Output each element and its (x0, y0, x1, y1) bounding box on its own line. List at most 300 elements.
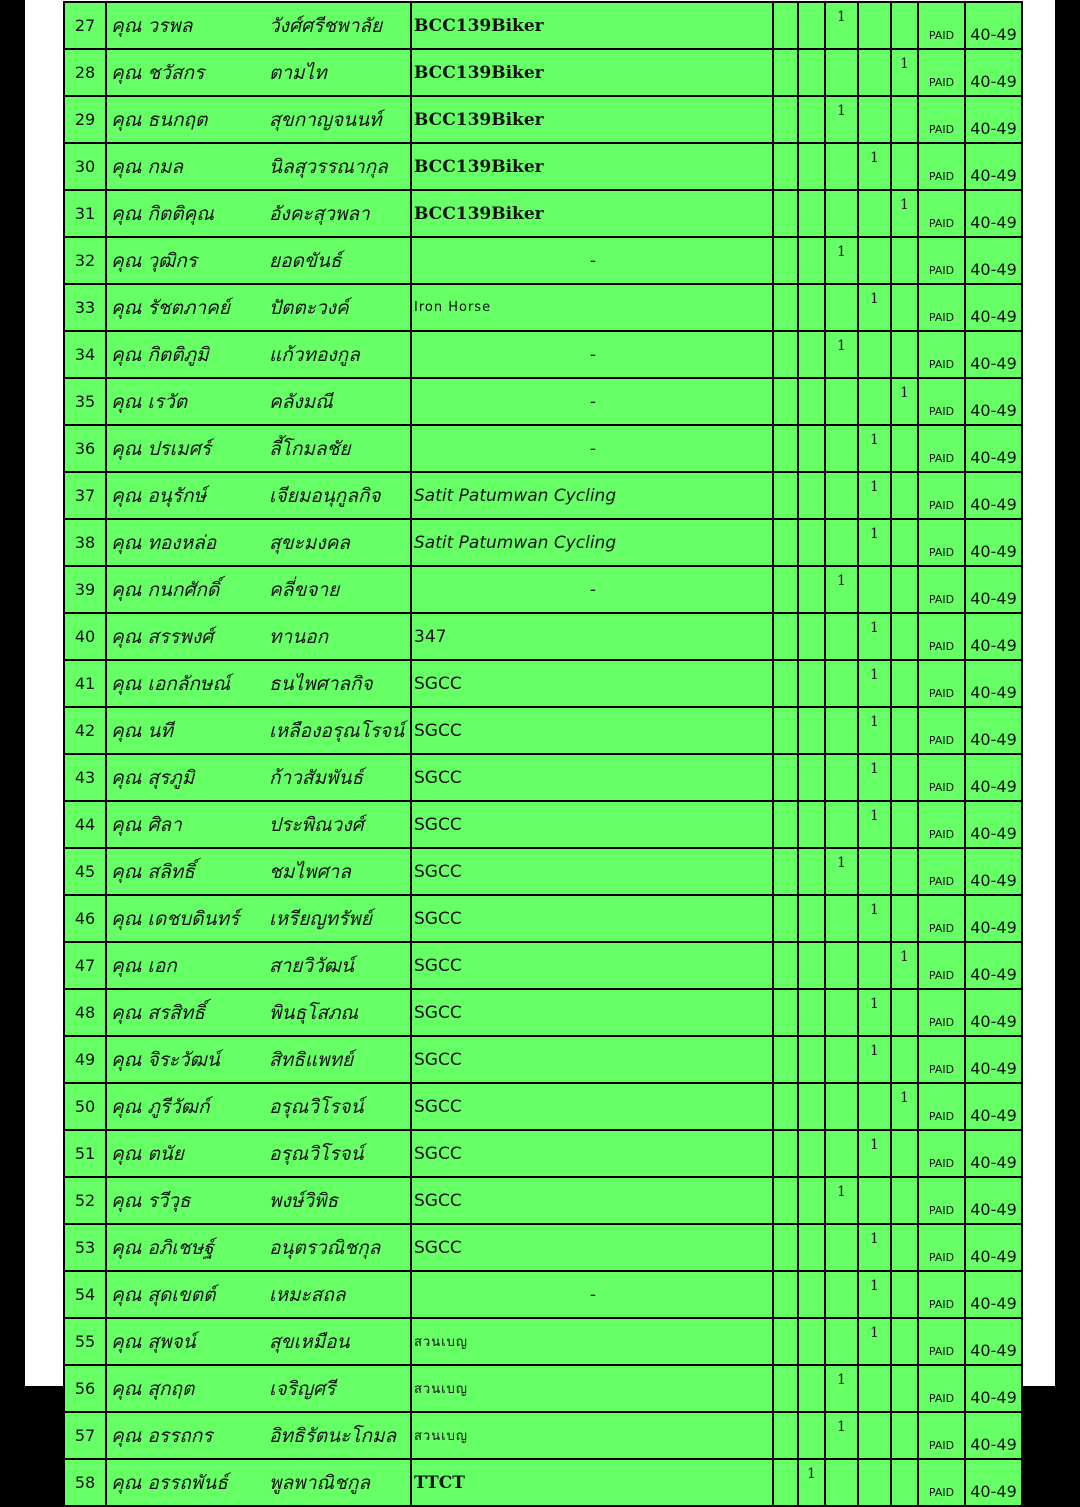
category-cell-3: 1 (858, 1318, 891, 1365)
age-group: 40-49 (965, 96, 1022, 143)
table-row (64, 519, 1022, 566)
category-cell-3: 1 (858, 1271, 891, 1318)
category-cell-1 (798, 1177, 825, 1224)
team-name: SGCC (411, 1130, 773, 1177)
category-cell-4 (891, 519, 918, 566)
category-cell-1 (798, 1412, 825, 1459)
category-cell-3: 1 (858, 472, 891, 519)
category-cell-4: 1 (891, 190, 918, 237)
first-name: คุณ ชวัสกร (106, 49, 269, 96)
table-row (64, 2, 1022, 49)
category-cell-0 (773, 660, 798, 707)
payment-status: PAID (918, 284, 965, 331)
category-cell-0 (773, 1365, 798, 1412)
last-name: ทานอก (269, 613, 411, 660)
age-group: 40-49 (965, 1365, 1022, 1412)
category-cell-3 (858, 1177, 891, 1224)
table-row (64, 1365, 1022, 1412)
row-number: 29 (64, 96, 106, 143)
category-cell-0 (773, 1036, 798, 1083)
payment-status: PAID (918, 331, 965, 378)
category-cell-2 (825, 1318, 858, 1365)
category-cell-0 (773, 1130, 798, 1177)
category-cell-2 (825, 472, 858, 519)
row-number: 58 (64, 1459, 106, 1506)
row-number: 50 (64, 1083, 106, 1130)
age-group: 40-49 (965, 754, 1022, 801)
last-name: อิทธิรัตนะโกมล (269, 1412, 411, 1459)
age-group: 40-49 (965, 331, 1022, 378)
row-number: 53 (64, 1224, 106, 1271)
category-cell-1 (798, 1130, 825, 1177)
row-number: 42 (64, 707, 106, 754)
first-name: คุณ สรรพงศ์ (106, 613, 269, 660)
category-cell-2 (825, 284, 858, 331)
last-name: แก้วทองกูล (269, 331, 411, 378)
first-name: คุณ อนุรักษ์ (106, 472, 269, 519)
last-name: สิทธิแพทย์ (269, 1036, 411, 1083)
category-cell-0 (773, 895, 798, 942)
payment-status: PAID (918, 378, 965, 425)
table-row (64, 1177, 1022, 1224)
payment-status: PAID (918, 660, 965, 707)
age-group: 40-49 (965, 707, 1022, 754)
last-name: เหรียญทรัพย์ (269, 895, 411, 942)
category-cell-3 (858, 331, 891, 378)
first-name: คุณ นที (106, 707, 269, 754)
payment-status: PAID (918, 425, 965, 472)
category-cell-4: 1 (891, 49, 918, 96)
table-row (64, 472, 1022, 519)
category-cell-3 (858, 848, 891, 895)
row-number: 33 (64, 284, 106, 331)
first-name: คุณ ปรเมศร์ (106, 425, 269, 472)
last-name: ก้าวสัมพันธ์ (269, 754, 411, 801)
first-name: คุณ สุกฤต (106, 1365, 269, 1412)
category-cell-4: 1 (891, 378, 918, 425)
first-name: คุณ กิตติภูมิ (106, 331, 269, 378)
age-group: 40-49 (965, 190, 1022, 237)
category-cell-4: 1 (891, 942, 918, 989)
last-name: เหลืองอรุณโรจน์ (269, 707, 411, 754)
category-cell-2 (825, 989, 858, 1036)
age-group: 40-49 (965, 942, 1022, 989)
payment-status: PAID (918, 989, 965, 1036)
age-group: 40-49 (965, 237, 1022, 284)
first-name: คุณ รัชตภาคย์ (106, 284, 269, 331)
category-cell-2: 1 (825, 566, 858, 613)
category-cell-2 (825, 1130, 858, 1177)
age-group: 40-49 (965, 566, 1022, 613)
category-cell-2 (825, 378, 858, 425)
payment-status: PAID (918, 1083, 965, 1130)
last-name: ประพิณวงศ์ (269, 801, 411, 848)
category-cell-1 (798, 190, 825, 237)
category-cell-2: 1 (825, 1177, 858, 1224)
team-name: สวนเบญ (411, 1412, 773, 1459)
category-cell-4 (891, 566, 918, 613)
row-number: 45 (64, 848, 106, 895)
category-cell-4 (891, 848, 918, 895)
team-name: BCC139Biker (411, 190, 773, 237)
category-cell-1 (798, 707, 825, 754)
table-row (64, 284, 1022, 331)
row-number: 38 (64, 519, 106, 566)
payment-status: PAID (918, 895, 965, 942)
category-cell-4 (891, 1459, 918, 1506)
first-name: คุณ กมล (106, 143, 269, 190)
category-cell-3 (858, 49, 891, 96)
payment-status: PAID (918, 237, 965, 284)
category-cell-4 (891, 331, 918, 378)
payment-status: PAID (918, 1271, 965, 1318)
table-row (64, 1083, 1022, 1130)
payment-status: PAID (918, 49, 965, 96)
category-cell-2: 1 (825, 331, 858, 378)
category-cell-3: 1 (858, 754, 891, 801)
category-cell-1 (798, 49, 825, 96)
table-row (64, 1318, 1022, 1365)
row-number: 36 (64, 425, 106, 472)
category-cell-0 (773, 1224, 798, 1271)
team-name: - (411, 378, 773, 425)
last-name: คลี่ขจาย (269, 566, 411, 613)
category-cell-4 (891, 1224, 918, 1271)
category-cell-1 (798, 613, 825, 660)
category-cell-4 (891, 96, 918, 143)
team-name: SGCC (411, 1083, 773, 1130)
age-group: 40-49 (965, 1224, 1022, 1271)
table-row (64, 96, 1022, 143)
team-name: BCC139Biker (411, 2, 773, 49)
category-cell-0 (773, 425, 798, 472)
category-cell-1 (798, 1365, 825, 1412)
last-name: เหมะสถล (269, 1271, 411, 1318)
last-name: พูลพาณิชกูล (269, 1459, 411, 1506)
payment-status: PAID (918, 1365, 965, 1412)
payment-status: PAID (918, 1224, 965, 1271)
category-cell-3 (858, 942, 891, 989)
table-row (64, 1130, 1022, 1177)
category-cell-3 (858, 1365, 891, 1412)
team-name: - (411, 331, 773, 378)
category-cell-2 (825, 1459, 858, 1506)
category-cell-1 (798, 284, 825, 331)
payment-status: PAID (918, 472, 965, 519)
age-group: 40-49 (965, 472, 1022, 519)
payment-status: PAID (918, 613, 965, 660)
first-name: คุณ เอก (106, 942, 269, 989)
category-cell-2 (825, 1224, 858, 1271)
category-cell-2: 1 (825, 96, 858, 143)
category-cell-1 (798, 237, 825, 284)
team-name: SGCC (411, 707, 773, 754)
age-group: 40-49 (965, 895, 1022, 942)
first-name: คุณ สุรภูมิ (106, 754, 269, 801)
first-name: คุณ อรรถกร (106, 1412, 269, 1459)
category-cell-1 (798, 1271, 825, 1318)
category-cell-3: 1 (858, 707, 891, 754)
age-group: 40-49 (965, 848, 1022, 895)
table-row (64, 190, 1022, 237)
payment-status: PAID (918, 1130, 965, 1177)
payment-status: PAID (918, 801, 965, 848)
age-group: 40-49 (965, 1318, 1022, 1365)
team-name: - (411, 1271, 773, 1318)
team-name: SGCC (411, 942, 773, 989)
team-name: BCC139Biker (411, 96, 773, 143)
category-cell-2: 1 (825, 237, 858, 284)
first-name: คุณ ตนัย (106, 1130, 269, 1177)
first-name: คุณ เรวัต (106, 378, 269, 425)
category-cell-3 (858, 96, 891, 143)
category-cell-4 (891, 801, 918, 848)
team-name: SGCC (411, 1036, 773, 1083)
category-cell-4 (891, 1130, 918, 1177)
category-cell-4 (891, 754, 918, 801)
payment-status: PAID (918, 754, 965, 801)
table-row (64, 331, 1022, 378)
table-row (64, 425, 1022, 472)
category-cell-3: 1 (858, 613, 891, 660)
row-number: 48 (64, 989, 106, 1036)
row-number: 37 (64, 472, 106, 519)
category-cell-0 (773, 472, 798, 519)
category-cell-1: 1 (798, 1459, 825, 1506)
age-group: 40-49 (965, 1412, 1022, 1459)
age-group: 40-49 (965, 1130, 1022, 1177)
category-cell-1 (798, 1318, 825, 1365)
payment-status: PAID (918, 143, 965, 190)
team-name: SGCC (411, 660, 773, 707)
category-cell-4 (891, 989, 918, 1036)
category-cell-2 (825, 1271, 858, 1318)
age-group: 40-49 (965, 1459, 1022, 1506)
age-group: 40-49 (965, 660, 1022, 707)
payment-status: PAID (918, 707, 965, 754)
last-name: นิลสุวรรณากุล (269, 143, 411, 190)
age-group: 40-49 (965, 1177, 1022, 1224)
category-cell-3: 1 (858, 284, 891, 331)
category-cell-1 (798, 378, 825, 425)
last-name: วังศ์ศรีชพาลัย (269, 2, 411, 49)
team-name: SGCC (411, 848, 773, 895)
category-cell-2 (825, 660, 858, 707)
table-row (64, 754, 1022, 801)
team-name: Satit Patumwan Cycling (411, 519, 773, 566)
row-number: 46 (64, 895, 106, 942)
age-group: 40-49 (965, 143, 1022, 190)
category-cell-3: 1 (858, 989, 891, 1036)
first-name: คุณ จิระวัฒน์ (106, 1036, 269, 1083)
row-number: 34 (64, 331, 106, 378)
row-number: 30 (64, 143, 106, 190)
payment-status: PAID (918, 1036, 965, 1083)
category-cell-3 (858, 378, 891, 425)
row-number: 27 (64, 2, 106, 49)
last-name: ปัตตะวงค์ (269, 284, 411, 331)
category-cell-4 (891, 1412, 918, 1459)
row-number: 49 (64, 1036, 106, 1083)
category-cell-0 (773, 1271, 798, 1318)
team-name: SGCC (411, 895, 773, 942)
row-number: 56 (64, 1365, 106, 1412)
category-cell-0 (773, 1177, 798, 1224)
category-cell-3: 1 (858, 1036, 891, 1083)
first-name: คุณ ศิลา (106, 801, 269, 848)
team-name: Iron Horse (411, 284, 773, 331)
table-row (64, 378, 1022, 425)
category-cell-2 (825, 754, 858, 801)
category-cell-0 (773, 942, 798, 989)
registration-table (63, 1, 1023, 1507)
team-name: BCC139Biker (411, 143, 773, 190)
category-cell-2: 1 (825, 1365, 858, 1412)
last-name: สายวิวัฒน์ (269, 942, 411, 989)
team-name: สวนเบญ (411, 1365, 773, 1412)
age-group: 40-49 (965, 49, 1022, 96)
row-number: 31 (64, 190, 106, 237)
category-cell-2 (825, 190, 858, 237)
category-cell-4 (891, 613, 918, 660)
category-cell-4 (891, 1271, 918, 1318)
category-cell-4 (891, 895, 918, 942)
category-cell-4 (891, 707, 918, 754)
payment-status: PAID (918, 96, 965, 143)
last-name: สุขกาญจนนท์ (269, 96, 411, 143)
team-name: Satit Patumwan Cycling (411, 472, 773, 519)
category-cell-0 (773, 1412, 798, 1459)
age-group: 40-49 (965, 1083, 1022, 1130)
row-number: 44 (64, 801, 106, 848)
table-row (64, 801, 1022, 848)
first-name: คุณ สุดเขตต์ (106, 1271, 269, 1318)
payment-status: PAID (918, 1177, 965, 1224)
row-number: 47 (64, 942, 106, 989)
last-name: สุขะมงคล (269, 519, 411, 566)
row-number: 54 (64, 1271, 106, 1318)
category-cell-3: 1 (858, 1224, 891, 1271)
payment-status: PAID (918, 190, 965, 237)
category-cell-0 (773, 96, 798, 143)
category-cell-4 (891, 284, 918, 331)
category-cell-1 (798, 472, 825, 519)
team-name: - (411, 425, 773, 472)
category-cell-4: 1 (891, 1083, 918, 1130)
category-cell-2 (825, 942, 858, 989)
category-cell-4 (891, 2, 918, 49)
first-name: คุณ เดชบดินทร์ (106, 895, 269, 942)
last-name: สุขเหมือน (269, 1318, 411, 1365)
age-group: 40-49 (965, 1036, 1022, 1083)
category-cell-4 (891, 1177, 918, 1224)
last-name: ธนไพศาลกิจ (269, 660, 411, 707)
first-name: คุณ เอกลักษณ์ (106, 660, 269, 707)
category-cell-0 (773, 848, 798, 895)
category-cell-0 (773, 566, 798, 613)
category-cell-3 (858, 2, 891, 49)
category-cell-3 (858, 566, 891, 613)
last-name: ชมไพศาล (269, 848, 411, 895)
category-cell-1 (798, 660, 825, 707)
category-cell-3 (858, 1083, 891, 1130)
first-name: คุณ สรสิทธิ์ (106, 989, 269, 1036)
payment-status: PAID (918, 848, 965, 895)
category-cell-0 (773, 284, 798, 331)
row-number: 40 (64, 613, 106, 660)
table-row (64, 1036, 1022, 1083)
category-cell-2 (825, 613, 858, 660)
row-number: 43 (64, 754, 106, 801)
category-cell-3: 1 (858, 660, 891, 707)
age-group: 40-49 (965, 1271, 1022, 1318)
first-name: คุณ วุฒิกร (106, 237, 269, 284)
row-number: 32 (64, 237, 106, 284)
category-cell-0 (773, 190, 798, 237)
first-name: คุณ อรรถพันธ์ (106, 1459, 269, 1506)
category-cell-0 (773, 613, 798, 660)
first-name: คุณ วรพล (106, 2, 269, 49)
category-cell-1 (798, 1224, 825, 1271)
last-name: ยอดขันธ์ (269, 237, 411, 284)
payment-status: PAID (918, 2, 965, 49)
table-row (64, 660, 1022, 707)
category-cell-2: 1 (825, 848, 858, 895)
row-number: 55 (64, 1318, 106, 1365)
category-cell-1 (798, 942, 825, 989)
category-cell-2 (825, 49, 858, 96)
category-cell-2: 1 (825, 2, 858, 49)
age-group: 40-49 (965, 378, 1022, 425)
table-row (64, 848, 1022, 895)
category-cell-1 (798, 1083, 825, 1130)
category-cell-1 (798, 801, 825, 848)
category-cell-4 (891, 660, 918, 707)
age-group: 40-49 (965, 613, 1022, 660)
category-cell-1 (798, 96, 825, 143)
category-cell-4 (891, 1365, 918, 1412)
row-number: 35 (64, 378, 106, 425)
category-cell-0 (773, 2, 798, 49)
last-name: เจริญศรี (269, 1365, 411, 1412)
table-row (64, 143, 1022, 190)
last-name: ตามไท (269, 49, 411, 96)
first-name: คุณ ธนกฤต (106, 96, 269, 143)
category-cell-4 (891, 425, 918, 472)
last-name: พงษ์วิพิธ (269, 1177, 411, 1224)
category-cell-4 (891, 472, 918, 519)
team-name: SGCC (411, 1224, 773, 1271)
last-name: เจียมอนุกูลกิจ (269, 472, 411, 519)
team-name: TTCT (411, 1459, 773, 1506)
table-row (64, 1224, 1022, 1271)
category-cell-3 (858, 190, 891, 237)
category-cell-2: 1 (825, 1412, 858, 1459)
first-name: คุณ สลิทธิ์ (106, 848, 269, 895)
category-cell-0 (773, 754, 798, 801)
category-cell-1 (798, 425, 825, 472)
category-cell-3 (858, 1459, 891, 1506)
table-row (64, 566, 1022, 613)
category-cell-1 (798, 895, 825, 942)
category-cell-1 (798, 566, 825, 613)
row-number: 41 (64, 660, 106, 707)
category-cell-2 (825, 425, 858, 472)
category-cell-0 (773, 331, 798, 378)
payment-status: PAID (918, 519, 965, 566)
payment-status: PAID (918, 942, 965, 989)
last-name: อรุณวิโรจน์ (269, 1130, 411, 1177)
